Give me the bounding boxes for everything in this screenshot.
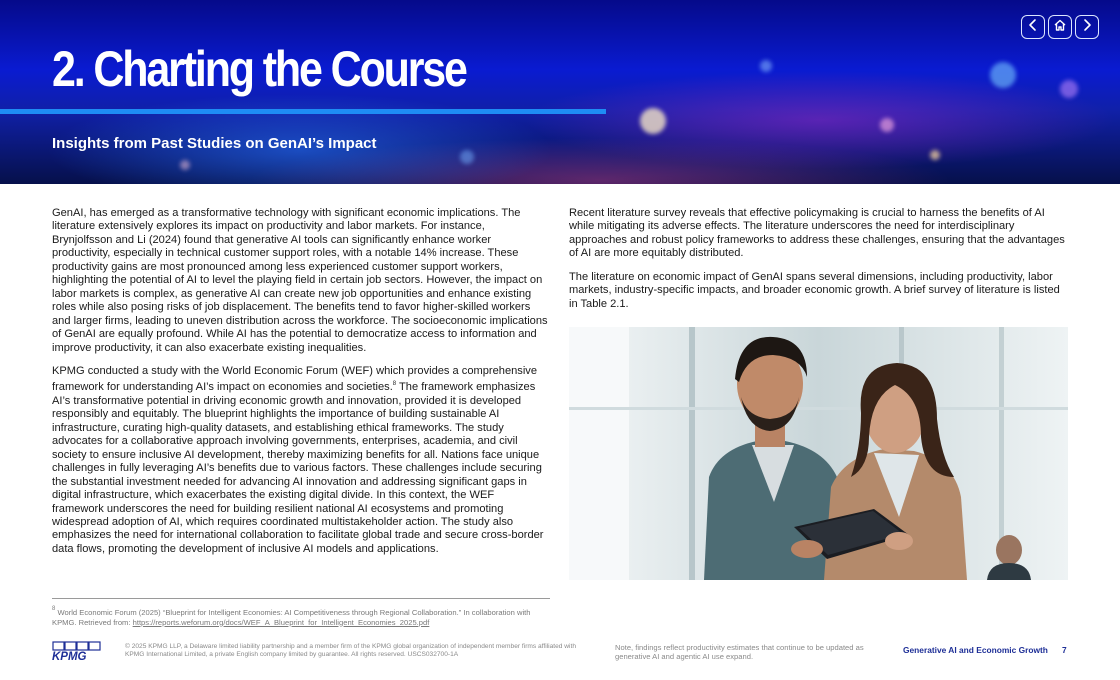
bokeh-light xyxy=(1060,80,1078,98)
previous-page-button[interactable] xyxy=(1021,15,1045,39)
footnote-reference[interactable]: 8 xyxy=(392,381,397,388)
chevron-right-icon xyxy=(1080,18,1094,37)
paragraph-literature-survey: The literature on economic impact of GenAI spans several dimensions, including productivity, labor markets, industry-specific impacts, and broader economic growth. A brief survey of literature is listed in Table 2.1. xyxy=(569,270,1060,310)
right-column xyxy=(569,207,1069,321)
home-button[interactable] xyxy=(1048,15,1072,39)
page-number: 7 xyxy=(1062,645,1067,655)
bokeh-light xyxy=(640,108,666,134)
document-title: Generative AI and Economic Growth xyxy=(903,645,1048,655)
home-icon xyxy=(1053,18,1067,37)
next-page-button[interactable] xyxy=(1075,15,1099,39)
kpmg-logo xyxy=(52,641,102,661)
paragraph-genai-overview: GenAI, has emerged as a transformative technology with significant economic implications. The literature extensively explores its impact on productivity and labor markets. For instance, Brynjolfsson and Li (2024) found that generative AI tools can significantly enhance worker productivity, especially in technical customer support roles, with a notable 14% increase. These productivity gains are most pronounced among less experienced customer support workers, highlighting the potential of AI to level the playing field in certain job sectors. However, the impact on labor markets is complex, as generative AI can create new job opportunities and enhance existing roles while also posing risks of job displacement. The benefits tend to favor higher-skilled workers and larger firms, leading to uneven distribution across the workforce. The socioeconomic implications of GenAI are equally profound. While AI has the potential to democratize access to information and improve productivity, it can also exacerbate existing inequalities. xyxy=(52,207,548,354)
bokeh-light xyxy=(460,150,474,164)
legal-notice: © 2025 KPMG LLP, a Delaware limited liability partnership and a member firm of the KPMG global organization of independent member firms affiliated with KPMG International Limited, a private English company limited by guarantee. All rights reserved. USCS032700-1A xyxy=(125,643,577,659)
logo-text: KPMG xyxy=(52,651,87,661)
paragraph-policymaking: Recent literature survey reveals that effective policymaking is crucial to harness the benefits of AI while mitigating its adverse effects. The literature underscores the need for interdisciplinary approaches and robust policy frameworks to address these challenges, ensuring that the advantages of AI are more equitably distributed. xyxy=(569,207,1065,260)
footnote-link[interactable]: https://reports.weforum.org/docs/WEF_A_Blueprint_for_Intelligent_Economies_2025.pdf xyxy=(132,617,430,627)
paragraph-text: The framework emphasizes AI’s transformative potential in driving economic growth and innovation, provided it is developed responsibly and equitably. The blueprint highlights the importance of building sustainable AI infrastructure, curating high-quality datasets, and establishing ethical frameworks. The study advocates for a collaborative approach involving governments, enterprises, academia, and civil society to ensure inclusive AI development, thereby maximizing benefits for all. Nations face unique challenges in fully leveraging AI’s benefits due to various factors. These challenges include securing the substantial investment needed for advancing AI innovation and addressing significant gaps in digital infrastructure, which exacerbates the existing digital divide. In this context, the WEF framework underscores the need for building resilient national AI ecosystems and promoting widespread adoption of AI, which requires coordinated multistakeholder action. The study also emphasizes the need for international collaboration to facilitate global trade and secure cross-border data flows, promoting the development of inclusive AI models and applications. xyxy=(52,381,544,555)
footnote xyxy=(52,605,552,627)
productivity-note: Note, findings reflect productivity estimates that continue to be updated as generative AI and agentic AI use expand. xyxy=(615,643,864,662)
bokeh-light xyxy=(760,60,772,72)
hero-banner xyxy=(0,0,1120,184)
business-people-tablet-photo xyxy=(569,327,1068,580)
bokeh-light xyxy=(930,150,940,160)
paragraph-kpmg-wef-study xyxy=(52,365,548,556)
bokeh-light xyxy=(990,62,1016,88)
footnote-marker: 8 xyxy=(52,606,56,612)
left-column xyxy=(52,207,548,566)
paragraph-text: KPMG conducted a study with the World Economic Forum (WEF) which provides a comprehensive framework for understanding AI’s impact on economies and societies. xyxy=(52,364,538,394)
bokeh-light xyxy=(880,118,894,132)
footnote-text: World Economic Forum (2025) “Blueprint for Intelligent Economies: AI Competitiveness through Regional Collaboration.” In collaboration with KPMG. Retrieved from: xyxy=(52,608,531,627)
photo-illustration xyxy=(569,327,1068,580)
footnote-divider xyxy=(52,598,550,599)
page-title: 2. Charting the Course xyxy=(52,41,466,97)
section-subtitle: Insights from Past Studies on GenAI’s Impact xyxy=(52,135,377,152)
title-underline xyxy=(0,109,606,114)
bokeh-light xyxy=(180,160,190,170)
chevron-left-icon xyxy=(1026,18,1040,37)
